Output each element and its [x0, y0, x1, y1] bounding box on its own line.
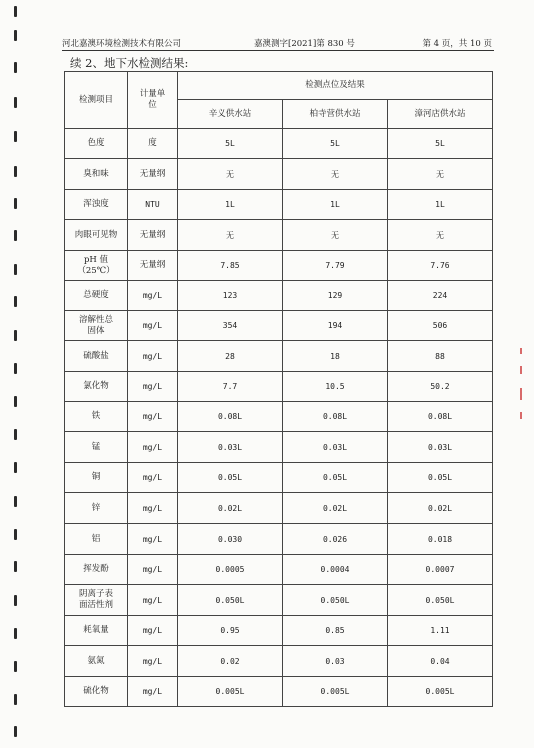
table-row	[65, 281, 493, 311]
cell-value: 无	[283, 159, 388, 190]
cell-value: 0.02L	[388, 493, 493, 524]
binding-mark	[14, 561, 17, 572]
table-row	[65, 432, 493, 463]
table-row	[65, 251, 493, 281]
cell-item: 挥发酚	[65, 555, 128, 585]
cell-value: 1L	[178, 190, 283, 220]
cell-value: 1L	[388, 190, 493, 220]
binding-mark	[14, 628, 17, 639]
cell-value: 123	[178, 281, 283, 311]
cell-unit: mg/L	[128, 677, 178, 707]
cell-value: 0.08L	[178, 402, 283, 432]
table-row	[65, 646, 493, 677]
header-unit	[128, 72, 178, 129]
cell-value: 5L	[388, 129, 493, 159]
cell-unit: mg/L	[128, 432, 178, 463]
cell-unit: mg/L	[128, 585, 178, 616]
table-row	[65, 555, 493, 585]
cell-value: 7.79	[283, 251, 388, 281]
table-row	[65, 585, 493, 616]
binding-mark	[14, 363, 17, 374]
cell-item: 浑浊度	[65, 190, 128, 220]
cell-unit: mg/L	[128, 646, 178, 677]
cell-value: 194	[283, 311, 388, 341]
cell-value: 0.95	[178, 616, 283, 646]
cell-unit: NTU	[128, 190, 178, 220]
binding-mark	[14, 97, 17, 108]
cell-value: 224	[388, 281, 493, 311]
stamp-mark	[520, 388, 522, 400]
binding-mark	[14, 62, 17, 73]
company-name: 河北嘉澳环境检测技术有限公司	[62, 39, 182, 49]
cell-value: 0.0005	[178, 555, 283, 585]
cell-value: 0.005L	[283, 677, 388, 707]
cell-unit: mg/L	[128, 555, 178, 585]
cell-item: 氨氮	[65, 646, 128, 677]
binding-mark	[14, 429, 17, 440]
binding-mark	[14, 694, 17, 705]
cell-value: 0.08L	[388, 402, 493, 432]
table-row	[65, 402, 493, 432]
table-row	[65, 677, 493, 707]
binding-mark	[14, 6, 17, 17]
binding-mark	[14, 529, 17, 540]
cell-value: 28	[178, 341, 283, 372]
cell-value: 0.04	[388, 646, 493, 677]
cell-value: 5L	[283, 129, 388, 159]
cell-value: 0.02L	[283, 493, 388, 524]
cell-value: 0.0007	[388, 555, 493, 585]
binding-mark	[14, 661, 17, 672]
binding-mark	[14, 230, 17, 241]
cell-value: 0.08L	[283, 402, 388, 432]
cell-value: 354	[178, 311, 283, 341]
cell-item	[65, 251, 128, 281]
table-row	[65, 190, 493, 220]
cell-unit: mg/L	[128, 372, 178, 402]
header-site: 辛义供水站	[178, 100, 283, 129]
cell-value: 0.005L	[178, 677, 283, 707]
cell-unit: mg/L	[128, 493, 178, 524]
cell-value: 0.05L	[178, 463, 283, 493]
cell-item: 氯化物	[65, 372, 128, 402]
header-site: 柏寺营供水站	[283, 100, 388, 129]
binding-mark	[14, 198, 17, 209]
table-row	[65, 129, 493, 159]
binding-mark	[14, 726, 17, 737]
cell-item: 总硬度	[65, 281, 128, 311]
results-table	[64, 71, 493, 707]
cell-unit: mg/L	[128, 311, 178, 341]
cell-item: 铝	[65, 524, 128, 555]
binding-mark	[14, 166, 17, 177]
binding-mark	[14, 296, 17, 307]
cell-item	[65, 311, 128, 341]
cell-item: 肉眼可见物	[65, 220, 128, 251]
cell-item: 铁	[65, 402, 128, 432]
cell-item: 锰	[65, 432, 128, 463]
cell-unit: mg/L	[128, 524, 178, 555]
cell-value: 0.03L	[388, 432, 493, 463]
binding-mark	[14, 131, 17, 142]
table-row	[65, 341, 493, 372]
cell-value: 18	[283, 341, 388, 372]
header-site-group: 检测点位及结果	[178, 72, 493, 100]
table-row	[65, 220, 493, 251]
table-header-row	[65, 72, 493, 100]
stamp-mark	[520, 412, 522, 419]
cell-value: 0.85	[283, 616, 388, 646]
cell-value: 0.03	[283, 646, 388, 677]
cell-value: 0.030	[178, 524, 283, 555]
table-row	[65, 524, 493, 555]
section-title: 续 2、地下水检测结果:	[70, 56, 189, 70]
cell-value: 无	[178, 220, 283, 251]
cell-value: 无	[388, 159, 493, 190]
cell-value: 1L	[283, 190, 388, 220]
cell-item-text: 溶解性总固体	[78, 314, 113, 336]
cell-value: 5L	[178, 129, 283, 159]
binding-mark	[14, 264, 17, 275]
cell-value: 7.7	[178, 372, 283, 402]
cell-item: 硫化物	[65, 677, 128, 707]
cell-unit: mg/L	[128, 616, 178, 646]
cell-unit: 度	[128, 129, 178, 159]
table-row	[65, 493, 493, 524]
table-row	[65, 616, 493, 646]
cell-unit: mg/L	[128, 341, 178, 372]
cell-value: 0.02	[178, 646, 283, 677]
binding-mark	[14, 396, 17, 407]
cell-value: 0.0004	[283, 555, 388, 585]
cell-item-text: 阴离子表面活性剂	[78, 589, 113, 610]
cell-value: 129	[283, 281, 388, 311]
cell-item: 臭和味	[65, 159, 128, 190]
cell-value: 0.03L	[283, 432, 388, 463]
cell-value: 506	[388, 311, 493, 341]
header-site: 漳河店供水站	[388, 100, 493, 129]
stamp-mark	[520, 348, 522, 354]
cell-item: 铜	[65, 463, 128, 493]
cell-item-text: pH 值（25℃）	[77, 254, 115, 276]
table-row	[65, 311, 493, 341]
cell-value: 0.050L	[388, 585, 493, 616]
binding-mark	[14, 496, 17, 507]
cell-value: 10.5	[283, 372, 388, 402]
binding-mark	[14, 462, 17, 473]
cell-item: 耗氧量	[65, 616, 128, 646]
cell-item: 色度	[65, 129, 128, 159]
cell-value: 无	[178, 159, 283, 190]
table-row	[65, 159, 493, 190]
cell-item: 锌	[65, 493, 128, 524]
cell-unit: mg/L	[128, 463, 178, 493]
cell-value: 0.026	[283, 524, 388, 555]
report-number: 嘉澳测字[2021]第 830 号	[254, 39, 355, 49]
cell-value: 88	[388, 341, 493, 372]
cell-item	[65, 585, 128, 616]
table-row	[65, 463, 493, 493]
page-number: 第 4 页，共 10 页	[422, 39, 492, 49]
cell-value: 1.11	[388, 616, 493, 646]
cell-value: 7.76	[388, 251, 493, 281]
binding-mark	[14, 330, 17, 341]
cell-value: 0.050L	[283, 585, 388, 616]
cell-unit: 无量纲	[128, 251, 178, 281]
cell-value: 7.85	[178, 251, 283, 281]
cell-value: 0.03L	[178, 432, 283, 463]
cell-value: 0.050L	[178, 585, 283, 616]
cell-value: 无	[388, 220, 493, 251]
cell-unit: 无量纲	[128, 220, 178, 251]
cell-value: 0.018	[388, 524, 493, 555]
cell-unit: mg/L	[128, 281, 178, 311]
cell-value: 0.05L	[388, 463, 493, 493]
binding-mark	[14, 30, 17, 41]
header-item: 检测项目	[65, 72, 128, 129]
cell-value: 0.05L	[283, 463, 388, 493]
header-unit-text: 计量单位	[139, 89, 166, 110]
cell-value: 0.02L	[178, 493, 283, 524]
cell-item: 硫酸盐	[65, 341, 128, 372]
cell-unit: mg/L	[128, 402, 178, 432]
page-header	[62, 38, 494, 51]
cell-value: 无	[283, 220, 388, 251]
cell-value: 0.005L	[388, 677, 493, 707]
stamp-mark	[520, 366, 522, 374]
cell-unit: 无量纲	[128, 159, 178, 190]
table-row	[65, 372, 493, 402]
cell-value: 50.2	[388, 372, 493, 402]
binding-mark	[14, 595, 17, 606]
